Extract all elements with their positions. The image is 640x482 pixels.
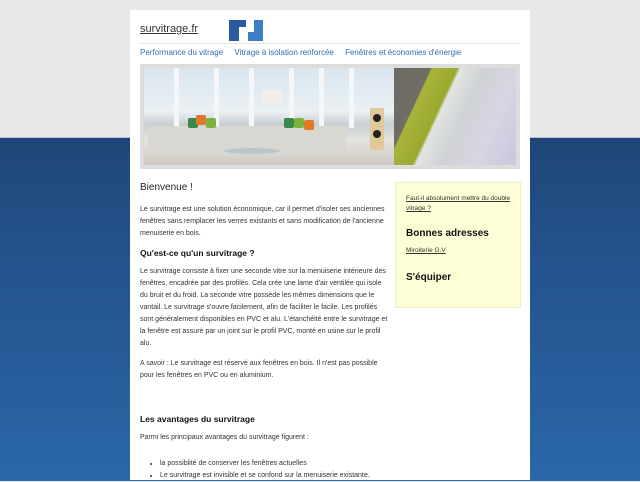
section-heading-advantages: Les avantages du survitrage [140, 414, 255, 424]
logo-icon[interactable] [229, 20, 263, 41]
banner [140, 64, 520, 169]
main-content [140, 182, 388, 482]
miroiterie-link[interactable]: Miroiterie G.V [406, 247, 446, 254]
nav-item-isolation[interactable]: Vitrage à isolation renforcée [234, 48, 334, 57]
window-closeup-image [394, 68, 516, 165]
advantages-intro: Parmi les principaux avantages du survitrage figurent : [140, 434, 309, 441]
sequiper-heading: S'équiper [406, 272, 452, 283]
header-divider [140, 43, 520, 44]
definition-paragraph: Le survitrage consiste à fixer une seconde vitre sur la menuiserie intérieure des fenêtres, encadrée par des profilés. Cela crée une lame d'air ventilée qui isole du bruit et du froid. La seconde vitre possède les mêmes dimensions que le vantail. Le survitrage s'ouvre facilement, afin de faciliter le facile. Les profilés sont généralement disponibles en PVC et alu. L'étanchéité entre le survitrage et la fenêtre est assuré par un joint sur le profil PVC, monté en usine sur le profil alu. [140, 268, 388, 347]
living-room-image [144, 68, 394, 165]
sidebar-box [395, 182, 521, 308]
double-vitrage-link[interactable]: Faut-il absolument mettre du double vitrage ? [406, 195, 511, 212]
welcome-heading: Bienvenue ! [140, 182, 193, 193]
list-item: • la possiblité de conserver les fenêtres actuelles [160, 458, 388, 470]
bonnes-adresses-heading: Bonnes adresses [406, 228, 489, 239]
nav-item-performance[interactable]: Performance du vitrage [140, 48, 224, 57]
intro-paragraph: Le survitrage est une solution économique, car il permet d'isoler ses anciennes fenêtres sans remplacer les verres existants et sans modification de l'ancienne menuiserie en bois. [140, 206, 385, 237]
note-paragraph: A savoir : Le survitrage est réservé aux fenêtres en bois. Il n'est pas possible pour les fenêtres en PVC ou en aluminium. [140, 360, 378, 379]
advantages-list [140, 458, 388, 482]
list-item: • Le survitrage est invisible et se confond sur la menuiserie existante. [160, 470, 388, 482]
nav-item-economies[interactable]: Fenêtres et économies d'énergie [345, 48, 462, 57]
top-nav [140, 48, 470, 57]
section-heading-definition: Qu'est-ce qu'un survitrage ? [140, 248, 255, 258]
page-container [130, 10, 530, 480]
site-title-link[interactable]: survitrage.fr [140, 23, 199, 35]
